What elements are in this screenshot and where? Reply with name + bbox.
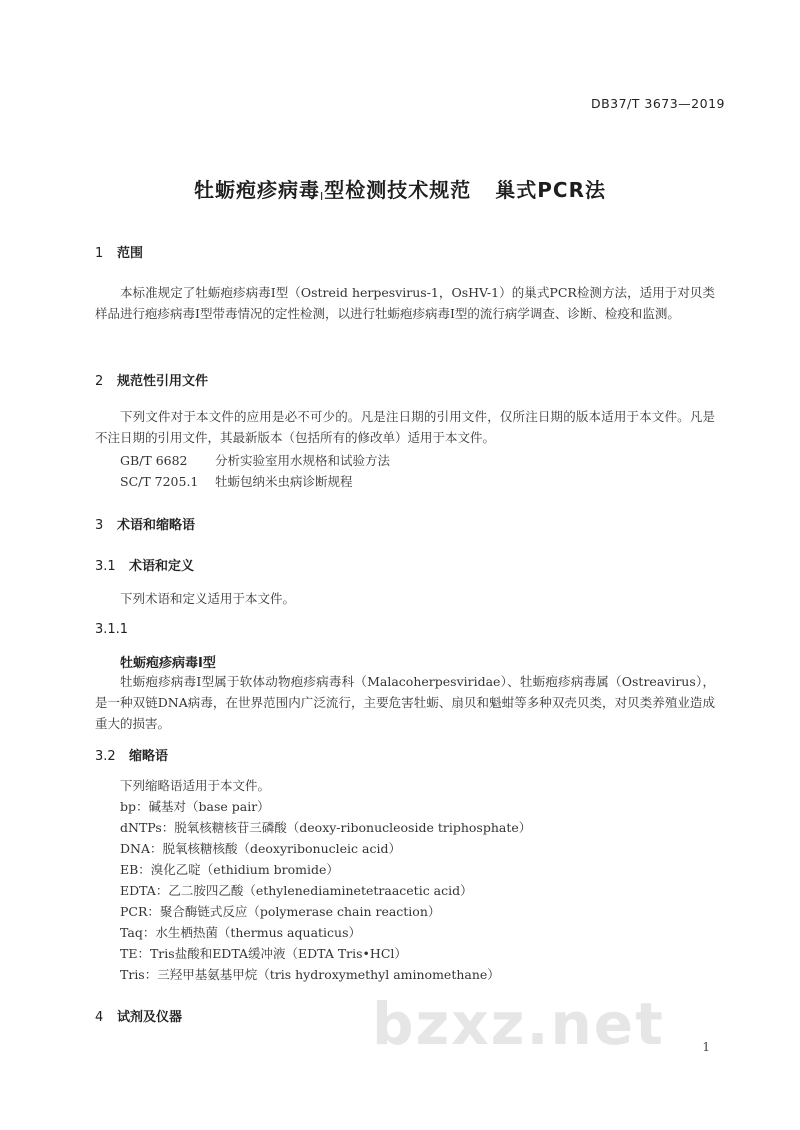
title-part3: 巢式PCR法: [495, 178, 606, 202]
abbreviation-intro: 下列缩略语适用于本文件。: [120, 778, 271, 793]
title-part2: 型检测技术规范: [324, 178, 472, 202]
section-title: 缩略语: [129, 749, 169, 764]
section-number: 3.2: [95, 749, 116, 764]
section-3-1-paragraph: 下列术语和定义适用于本文件。: [120, 591, 296, 606]
reference-title: 牡蛎包纳米虫病诊断规程: [215, 474, 353, 489]
reference-title: 分析实验室用水规格和试验方法: [215, 453, 391, 468]
abbreviation-item: Tris：三羟甲基氨基甲烷（tris hydroxymethyl aminomethane）: [120, 967, 500, 982]
title-part1: 牡蛎疱疹病毒: [194, 178, 320, 202]
abbreviation-item: EDTA：乙二胺四乙酸（ethylenediaminetetraacetic acid）: [120, 883, 473, 898]
section-3-1-1-number: 3.1.1: [95, 622, 129, 637]
page-number: 1: [702, 1040, 710, 1054]
section-3-2-heading: [95, 745, 168, 764]
abbreviation-item: Taq：水生栖热菌（thermus aquaticus）: [120, 925, 362, 940]
section-3-heading: [95, 514, 195, 533]
section-title: 试剂及仪器: [117, 1010, 183, 1025]
section-number: 3.1: [95, 559, 116, 574]
section-number: 3: [95, 518, 104, 533]
reference-code: SC/T 7205.1: [120, 474, 199, 489]
abbreviation-item: DNA：脱氧核糖核酸（deoxyribonucleic acid）: [120, 841, 401, 856]
abbreviation-item: PCR：聚合酶链式反应（polymerase chain reaction）: [120, 904, 441, 919]
abbreviation-item: bp：碱基对（base pair）: [120, 799, 270, 814]
document-code: DB37/T 3673—2019: [590, 96, 725, 111]
watermark: bzxz.net: [372, 990, 665, 1058]
section-4-heading: [95, 1006, 182, 1025]
section-title: 术语和缩略语: [117, 518, 196, 533]
term-definition: 牡蛎疱疹病毒I型属于软体动物疱疹病毒科（Malacoherpesviridae）、牡蛎疱疹病毒属（Ostreavirus），是一种双链DNA病毒，在世界范围内广泛流行，主要危害牡蛎、扇贝和魁蚶等多种双壳贝类，对贝类养殖业造成重大的损害。: [95, 674, 715, 731]
term-title: 牡蛎疱疹病毒I型: [120, 656, 216, 671]
abbreviation-item: TE：Tris盐酸和EDTA缓冲液（EDTA Tris•HCl）: [120, 946, 407, 961]
abbreviation-item: EB：溴化乙啶（ethidium bromide）: [120, 862, 339, 877]
title-roman: I: [320, 190, 325, 203]
section-1-heading: [95, 242, 143, 261]
section-number: 2: [95, 374, 104, 389]
section-title: 规范性引用文件: [117, 374, 209, 389]
abbreviation-item: dNTPs：脱氧核糖核苷三磷酸（deoxy-ribonucleoside triphosphate）: [120, 820, 532, 835]
reference-item: [120, 450, 390, 471]
section-3-1-heading: [95, 555, 194, 574]
section-title: 术语和定义: [129, 559, 195, 574]
section-1-paragraph: 本标准规定了牡蛎疱疹病毒I型（Ostreid herpesvirus-1，OsHV-1）的巢式PCR检测方法，适用于对贝类样品进行疱疹病毒I型带毒情况的定性检测，以进行牡蛎疱疹病毒I型的流行病学调查、诊断、检疫和监测。: [95, 285, 715, 321]
section-number: 1: [95, 246, 104, 261]
section-2-heading: [95, 370, 208, 389]
reference-item: [120, 471, 353, 492]
section-number: 4: [95, 1010, 104, 1025]
section-2-paragraph: 下列文件对于本文件的应用是必不可少的。凡是注日期的引用文件，仅所注日期的版本适用于本文件。凡是不注日期的引用文件，其最新版本（包括所有的修改单）适用于本文件。: [95, 409, 715, 445]
reference-code: GB/T 6682: [120, 453, 188, 468]
section-title: 范围: [117, 246, 144, 261]
page-title: [0, 174, 800, 203]
